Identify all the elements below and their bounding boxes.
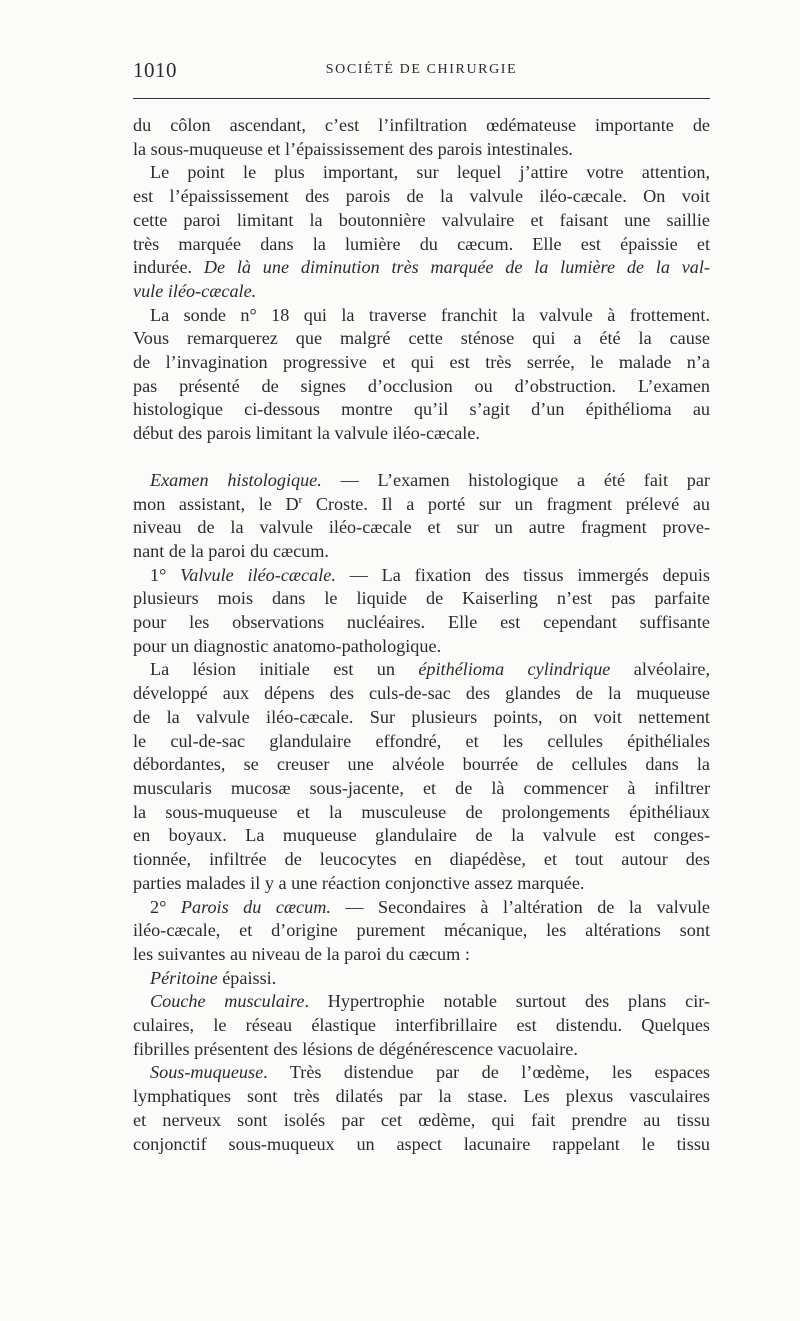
text-line: culaires, le réseau élastique interfibrillaire est distendu. Quelques (133, 1015, 710, 1036)
text-line: et nerveux sont isolés par cet œdème, qui fait prendre au tissu (133, 1109, 710, 1130)
paragraph (133, 161, 710, 303)
text-line: parties malades il y a une réaction conjonctive assez marquée. (133, 872, 585, 893)
header-rule (133, 98, 710, 99)
text-line: nant de la paroi du cæcum. (133, 540, 329, 561)
text-line: de la valvule iléo-cæcale. Sur plusieurs points, on voit nettement (133, 706, 710, 727)
text-line: pour un diagnostic anatomo-pathologique. (133, 635, 442, 656)
text-line: tionnée, infiltrée de leucocytes en diapédèse, et tout autour des (133, 849, 710, 870)
text-line: mon assistant, le $D^r$ Croste. Il a porté sur un fragment prélevé au (133, 493, 710, 514)
text-line: de l’invagination progressive et qui est très serrée, le malade n’a (133, 352, 710, 373)
text-line: indurée. De là une diminution très marquée de la lumière de la val- (133, 257, 710, 278)
text-line: La lésion initiale est un épithélioma cylindrique alvéolaire, (150, 659, 710, 680)
text-line: histologique ci-dessous montre qu’il s’agit d’un épithélioma au (133, 399, 710, 420)
paragraph (133, 304, 710, 446)
paragraph (133, 990, 710, 1061)
paragraph (133, 658, 710, 895)
text-line: développé aux dépens des culs-de-sac des glandes de la muqueuse (133, 683, 710, 704)
text-line: Examen histologique. — L’examen histologique a été fait par (150, 469, 710, 490)
text-line: niveau de la valvule iléo-cæcale et sur un autre fragment prove- (133, 517, 710, 538)
text-line: lymphatiques sont très dilatés par la stase. Les plexus vasculaires (133, 1086, 710, 1107)
text-line: 1° Valvule iléo-cæcale. — La fixation des tissus immergés depuis (150, 564, 710, 585)
running-title: SOCIÉTÉ DE CHIRURGIE (325, 62, 518, 77)
text-line: la sous-muqueuse et la musculeuse de prolongements épithéliaux (133, 801, 710, 822)
paragraph (133, 1061, 710, 1156)
text-line: en boyaux. La muqueuse glandulaire de la valvule est conges- (133, 825, 710, 846)
text-line: vule iléo-cæcale. (133, 280, 257, 301)
text-line: muscularis mucosæ sous-jacente, et de là commencer à infiltrer (133, 777, 710, 798)
text-line: iléo-cæcale, et d’origine purement mécanique, les altérations sont (133, 920, 710, 941)
text-line: Vous remarquerez que malgré cette sténose qui a été la cause (133, 328, 710, 349)
text-line: fibrilles présentent des lésions de dégénérescence vacuolaire. (133, 1038, 578, 1059)
text-line: pour les observations nucléaires. Elle est cependant suffisante (133, 612, 710, 633)
paragraph (133, 896, 710, 967)
text-line: pas présenté de signes d’occlusion ou d’obstruction. L’examen (133, 375, 710, 396)
body-text (133, 114, 710, 1156)
text-line: plusieurs mois dans le liquide de Kaiserling n’est pas parfaite (133, 588, 710, 609)
text-line: cette paroi limitant la boutonnière valvulaire et faisant une saillie (133, 209, 710, 230)
text-line: Couche musculaire. Hypertrophie notable surtout des plans cir- (150, 991, 710, 1012)
text-line: conjonctif sous-muqueux un aspect lacunaire rappelant le tissu (133, 1133, 710, 1154)
text-line: le cul-de-sac glandulaire effondré, et les cellules épithéliales (133, 730, 710, 751)
text-line: du côlon ascendant, c’est l’infiltration œdémateuse importante de (133, 115, 710, 135)
paragraph (133, 967, 710, 991)
paragraph (133, 469, 710, 564)
paragraph (133, 564, 710, 659)
page-header (133, 58, 710, 88)
text-line: Sous-muqueuse. Très distendue par de l’œdème, les espaces (150, 1062, 710, 1083)
text-line: la sous-muqueuse et l’épaississement des parois intestinales. (133, 138, 573, 159)
text-line: les suivantes au niveau de la paroi du cæcum : (133, 943, 470, 964)
text-line: début des parois limitant la valvule iléo-cæcale. (133, 423, 480, 444)
text-line: 2° Parois du cæcum. — Secondaires à l’altération de la valvule (150, 896, 710, 917)
text-line: La sonde n° 18 qui la traverse franchit la valvule à frottement. (150, 304, 710, 325)
text-line: très marquée dans la lumière du cæcum. Elle est épaissie et (133, 233, 710, 254)
page-number: 1010 (133, 58, 177, 82)
text-line: Péritoine épaissi. (150, 967, 277, 988)
text-line: débordantes, se creuser une alvéole bourrée de cellules dans la (133, 754, 710, 775)
paragraph (133, 114, 710, 161)
text-line: Le point le plus important, sur lequel j’attire votre attention, (150, 162, 710, 183)
text-line: est l’épaississement des parois de la valvule iléo-cæcale. On voit (133, 186, 710, 207)
